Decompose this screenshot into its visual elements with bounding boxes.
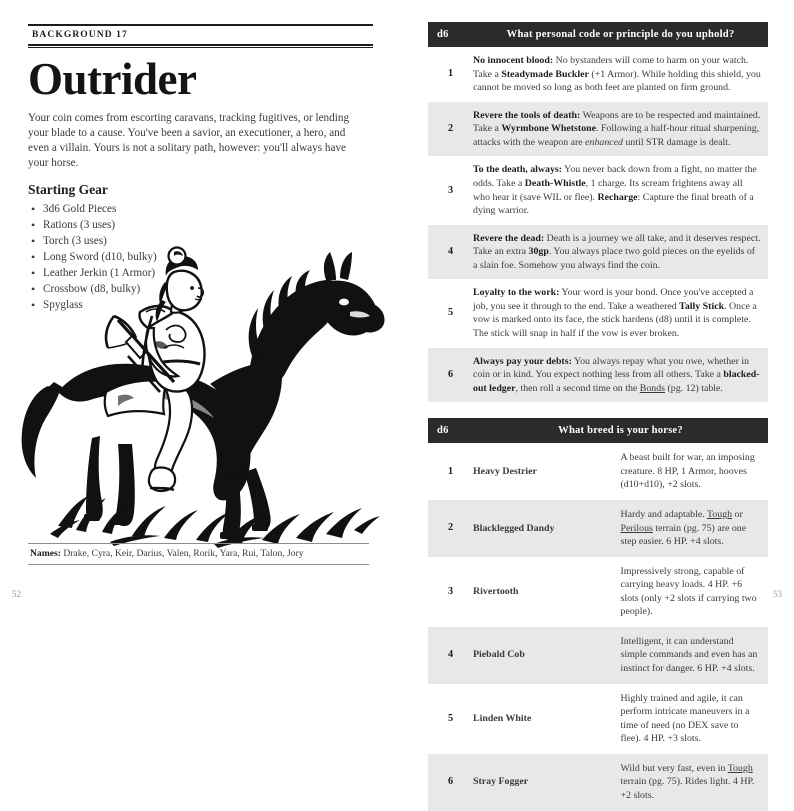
row-text <box>473 47 768 102</box>
desc-a: Wild but very fast, even in <box>620 762 728 774</box>
row-text-c: (+1 Armor). While holding this shield, you cannot be moved so long as both feet are planted on firm ground. <box>473 68 761 94</box>
die-column-header: d6 <box>428 418 473 443</box>
row-lead: Revere the tools of death: <box>473 109 581 121</box>
list-item: • Torch (3 uses) <box>28 234 373 250</box>
row-text-a: Your word is your bond. Once you've accepted a job, you see it through to the end. Take a weathered <box>473 287 754 312</box>
breed-name: Heavy Destrier <box>473 465 537 477</box>
row-number: 5 <box>447 712 454 724</box>
perilous-terrain-link[interactable]: Perilous <box>620 522 653 534</box>
row-lead: Revere the dead: <box>473 232 545 244</box>
row-bold-b: blacked-out ledger <box>473 369 760 394</box>
row-text-a: You never back down from a fight, no matter the odds. Take a <box>473 164 757 189</box>
row-number: 3 <box>447 585 454 597</box>
row-number: 6 <box>428 754 473 811</box>
desc-e: terrain (pg. 75) are one step easier. 6 HP. +4 slots. <box>620 522 747 548</box>
row-bold-b: Death-Whistle <box>524 177 586 189</box>
table-row <box>428 684 768 754</box>
personal-code-table <box>428 22 768 402</box>
tough-terrain-link[interactable]: Tough <box>727 762 753 774</box>
list-item: • Spyglass <box>28 298 373 314</box>
names-rule-bottom <box>28 564 369 565</box>
names-text <box>28 544 369 564</box>
row-lead: Loyalty to the work: <box>473 287 560 299</box>
row-bold-b: Tally Stick <box>679 300 725 312</box>
breed-name: Linden White <box>473 712 532 724</box>
bonds-table-link[interactable]: Bonds <box>639 382 665 394</box>
table-row <box>428 557 768 627</box>
list-item: • Long Sword (d10, bulky) <box>28 250 373 266</box>
table-row <box>428 754 768 811</box>
breed-name: Stray Fogger <box>473 754 621 811</box>
row-text-a: You always repay what you owe, whether in coin or in kind. You expect nothing less from all others. Take a <box>473 355 750 381</box>
table-row <box>428 47 768 102</box>
row-lead: To the death, always: <box>473 164 563 176</box>
die-column-header: d6 <box>428 22 473 47</box>
row-text <box>473 156 768 224</box>
breed-description <box>621 754 769 811</box>
row-number: 1 <box>447 465 454 477</box>
horse-table-title: What breed is your horse? <box>473 418 768 443</box>
background-label: BACKGROUND 17 <box>32 30 128 40</box>
row-bold-d: Recharge <box>597 191 638 203</box>
code-table-title: What personal code or principle do you uphold? <box>473 22 768 47</box>
page-number-left: 52 <box>12 589 21 599</box>
breed-description: A beast built for war, an imposing creature. 8 HP, 1 Armor, hooves (d10+d10), +2 slots. <box>620 452 755 491</box>
desc-c: or <box>732 508 743 520</box>
breed-name: Piebald Cob <box>473 627 621 684</box>
row-number: 6 <box>428 348 473 403</box>
breed-description: Highly trained and agile, it can perform intricate maneuvers in a time of need (no DEX save to flee). 4 HP. +3 slots. <box>620 692 750 745</box>
outrider-illustration <box>14 196 386 548</box>
table-row <box>428 156 768 224</box>
header-rule-bottom-hairline <box>28 47 373 48</box>
left-page <box>0 0 397 613</box>
table-row <box>428 627 768 684</box>
breed-description: Intelligent, it can understand simple commands and even has an instinct for danger. 6 HP. +4 slots. <box>621 627 769 684</box>
row-text <box>473 348 768 403</box>
breed-description <box>621 500 769 557</box>
breed-description: Impressively strong, capable of carrying heavy loads. 4 HP. +6 slots (only +2 slots if carrying two people). <box>620 565 757 618</box>
starting-gear-heading: Starting Gear <box>28 182 108 198</box>
row-text-c: , 1 charge. Its scream frightens away all who hear it (save WIL or flee). <box>473 177 743 203</box>
list-item: • 3d6 Gold Pieces <box>28 202 373 218</box>
row-number: 2 <box>428 102 473 157</box>
desc-a: Hardy and adaptable. <box>620 508 707 520</box>
row-text-a: No bystanders will come to harm on your watch. Take a <box>473 55 749 80</box>
names-value: Drake, Cyra, Keir, Darius, Valen, Rorik, Yara, Rui, Talon, Jory <box>63 547 304 559</box>
intro-paragraph: Your coin comes from escorting caravans, tracking fugitives, or lending your blade to a cause. You've been a savior, an executioner, a hero, and even a villain. Yours is not a solitary path, however: you'll always have your horse. <box>28 112 350 170</box>
row-text-c: . You always place two gold pieces on the eyelids of a slain foe. Somehow you always find the coin. <box>473 246 756 271</box>
table-row <box>428 225 768 280</box>
list-item: • Leather Jerkin (1 Armor) <box>28 266 373 282</box>
row-bold-b: 30gp <box>528 246 549 258</box>
row-text-c: . Once a vow is marked onto its face, the stick hardens (d8) until it is complete. The stick will snap in half if the vow is ever broken. <box>473 300 757 339</box>
names-footer <box>28 543 369 565</box>
row-text-a: Death is a journey we all take, and it deserves respect. Take an extra <box>473 232 761 258</box>
header-rule-bottom <box>28 44 373 46</box>
background-header <box>28 24 373 48</box>
names-label: Names: <box>30 547 61 559</box>
table-row <box>428 500 768 557</box>
right-page <box>397 0 794 801</box>
row-number: 4 <box>428 627 473 684</box>
list-item: • Rations (3 uses) <box>28 218 373 234</box>
breed-name: Blacklegged Dandy <box>473 500 621 557</box>
table-header-row <box>428 418 768 443</box>
breed-name: Rivertooth <box>473 585 519 597</box>
row-bold-b: Wyrmbone Whetstone <box>501 123 597 135</box>
row-text-e: : Capture the final breath of a dying warrior. <box>473 191 754 217</box>
row-number: 2 <box>428 500 473 557</box>
row-text-e: until STR damage is dealt. <box>623 136 731 148</box>
list-item: • Crossbow (d8, bulky) <box>28 282 373 298</box>
row-lead: Always pay your debts: <box>473 355 572 367</box>
table-row <box>428 443 768 500</box>
table-row <box>428 102 768 157</box>
row-text <box>473 279 768 347</box>
row-text-e: (pg. 12) table. <box>665 382 723 394</box>
page-title: Outrider <box>28 54 197 104</box>
row-text <box>473 225 768 280</box>
desc-c: terrain (pg. 75). Rides light. 4 HP. +2 slots. <box>620 776 755 801</box>
page-number-right: 53 <box>773 589 782 599</box>
table-header-row <box>428 22 768 47</box>
row-number: 1 <box>447 68 454 80</box>
row-text-c: . Following a half-hour ritual sharpening, attacks with the weapon are <box>473 123 760 148</box>
row-text-c: , then roll a second time on the <box>515 382 640 394</box>
horse-breed-table <box>428 418 768 810</box>
row-lead: No innocent blood: <box>473 55 554 66</box>
row-text <box>473 102 768 157</box>
row-text-a: Weapons are to be respected and maintained. Take a <box>473 109 761 135</box>
row-number: 3 <box>447 184 454 196</box>
row-bold-b: Steadymade Buckler <box>501 68 589 80</box>
row-italic-d: enhanced <box>585 136 623 148</box>
tough-terrain-link[interactable]: Tough <box>706 508 733 520</box>
table-row <box>428 348 768 403</box>
grass-foreground-group <box>50 496 380 548</box>
row-number: 5 <box>447 307 454 319</box>
row-number: 4 <box>428 225 473 280</box>
table-row <box>428 279 768 347</box>
